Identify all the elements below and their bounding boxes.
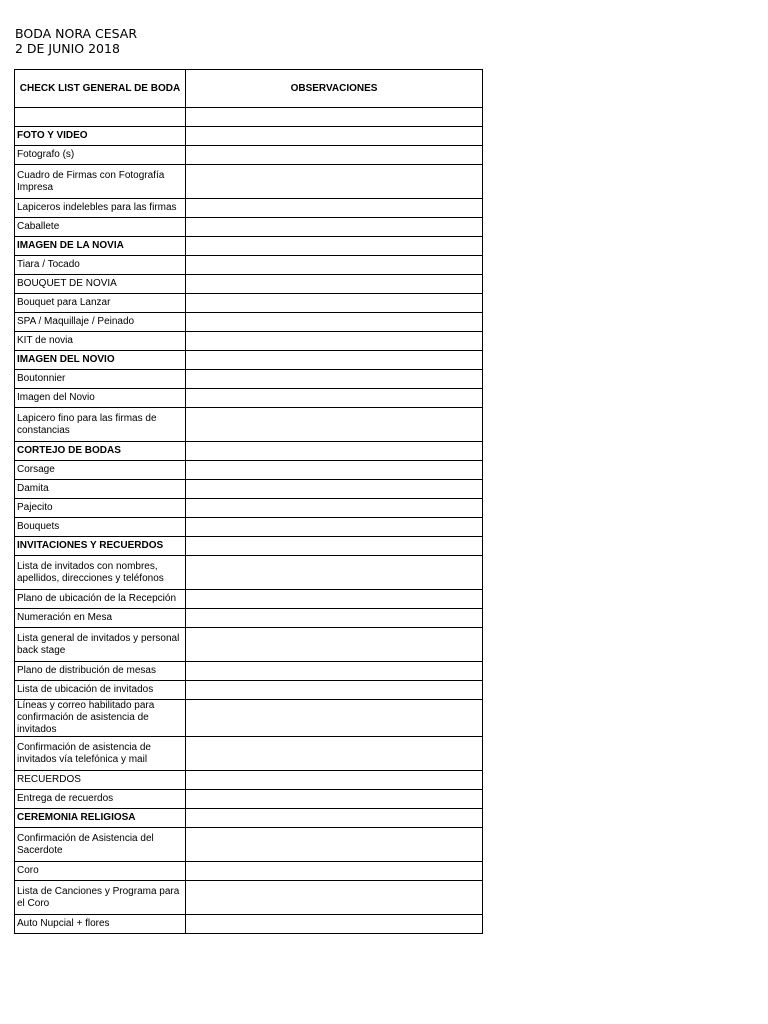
table-row <box>15 408 483 442</box>
observation-cell <box>186 790 483 809</box>
checklist-item: Coro <box>15 862 186 881</box>
document-header <box>15 26 137 56</box>
checklist-item: SPA / Maquillaje / Peinado <box>15 313 186 332</box>
observation-cell <box>186 881 483 915</box>
table-row <box>15 609 483 628</box>
checklist-item: Numeración en Mesa <box>15 609 186 628</box>
checklist-item: Lista de ubicación de invitados <box>15 681 186 700</box>
observation-cell <box>186 351 483 370</box>
checklist-item: Tiara / Tocado <box>15 256 186 275</box>
table-row <box>15 737 483 771</box>
observation-cell <box>186 370 483 389</box>
section-row <box>15 237 483 256</box>
observation-cell <box>186 275 483 294</box>
checklist-table <box>14 69 483 934</box>
checklist-item: Confirmación de asistencia de invitados vía telefónica y mail <box>15 737 186 771</box>
table-row <box>15 370 483 389</box>
checklist-item: Plano de ubicación de la Recepción <box>15 590 186 609</box>
checklist-body <box>15 108 483 934</box>
checklist-item: Cuadro de Firmas con Fotografía Impresa <box>15 165 186 199</box>
table-row <box>15 681 483 700</box>
checklist-item: Líneas y correo habilitado para confirmación de asistencia de invitados <box>15 700 186 737</box>
section-title: FOTO Y VIDEO <box>15 127 186 146</box>
table-row <box>15 499 483 518</box>
checklist-item: Fotografo (s) <box>15 146 186 165</box>
event-date: 2 DE JUNIO 2018 <box>15 41 120 56</box>
table-row <box>15 628 483 662</box>
section-title: CORTEJO DE BODAS <box>15 442 186 461</box>
checklist-item: Bouquet para Lanzar <box>15 294 186 313</box>
observation-cell <box>186 480 483 499</box>
checklist-item: Imagen del Novio <box>15 389 186 408</box>
observation-cell <box>186 915 483 934</box>
table-row <box>15 146 483 165</box>
observation-cell <box>186 700 483 737</box>
observation-cell <box>186 127 483 146</box>
table-row <box>15 700 483 737</box>
observation-cell <box>186 237 483 256</box>
checklist-item: Auto Nupcial + flores <box>15 915 186 934</box>
observation-cell <box>186 609 483 628</box>
checklist-item: Boutonnier <box>15 370 186 389</box>
observation-cell <box>186 828 483 862</box>
column-header-observaciones: OBSERVACIONES <box>186 70 483 108</box>
table-row <box>15 313 483 332</box>
table-row <box>15 275 483 294</box>
observation-cell <box>186 537 483 556</box>
checklist-item: Corsage <box>15 461 186 480</box>
table-row <box>15 199 483 218</box>
table-row <box>15 862 483 881</box>
table-row <box>15 218 483 237</box>
table-row <box>15 461 483 480</box>
observation-cell <box>186 389 483 408</box>
checklist-item: RECUERDOS <box>15 771 186 790</box>
observation-cell <box>186 256 483 275</box>
checklist-item: Lista de invitados con nombres, apellidos, direcciones y teléfonos <box>15 556 186 590</box>
observation-cell <box>186 146 483 165</box>
table-row <box>15 881 483 915</box>
observation-cell <box>186 408 483 442</box>
table-row <box>15 556 483 590</box>
section-row <box>15 809 483 828</box>
section-row <box>15 351 483 370</box>
observation-cell <box>186 218 483 237</box>
table-row <box>15 771 483 790</box>
checklist-item: Confirmación de Asistencia del Sacerdote <box>15 828 186 862</box>
table-row <box>15 662 483 681</box>
table-row <box>15 294 483 313</box>
table-row <box>15 915 483 934</box>
table-row <box>15 828 483 862</box>
observation-cell <box>186 499 483 518</box>
checklist-item: Entrega de recuerdos <box>15 790 186 809</box>
observation-cell <box>186 108 483 127</box>
checklist-item: Lapiceros indelebles para las firmas <box>15 199 186 218</box>
section-title: IMAGEN DE LA NOVIA <box>15 237 186 256</box>
observation-cell <box>186 737 483 771</box>
event-title: BODA NORA CESAR <box>15 26 138 41</box>
table-row <box>15 108 483 127</box>
table-row <box>15 332 483 351</box>
checklist-item: Damita <box>15 480 186 499</box>
checklist-item <box>15 108 186 127</box>
section-title: INVITACIONES Y RECUERDOS <box>15 537 186 556</box>
observation-cell <box>186 771 483 790</box>
checklist-item: Pajecito <box>15 499 186 518</box>
observation-cell <box>186 313 483 332</box>
observation-cell <box>186 518 483 537</box>
observation-cell <box>186 556 483 590</box>
observation-cell <box>186 442 483 461</box>
observation-cell <box>186 862 483 881</box>
observation-cell <box>186 662 483 681</box>
checklist-item: Bouquets <box>15 518 186 537</box>
observation-cell <box>186 628 483 662</box>
table-row <box>15 165 483 199</box>
column-header-checklist: CHECK LIST GENERAL DE BODA <box>15 70 186 108</box>
section-title: CEREMONIA RELIGIOSA <box>15 809 186 828</box>
checklist-item: Plano de distribución de mesas <box>15 662 186 681</box>
checklist-item: BOUQUET DE NOVIA <box>15 275 186 294</box>
observation-cell <box>186 332 483 351</box>
checklist-item: Lapicero fino para las firmas de constancias <box>15 408 186 442</box>
checklist-item: Lista de Canciones y Programa para el Coro <box>15 881 186 915</box>
section-row <box>15 442 483 461</box>
observation-cell <box>186 199 483 218</box>
observation-cell <box>186 165 483 199</box>
observation-cell <box>186 590 483 609</box>
section-title: IMAGEN DEL NOVIO <box>15 351 186 370</box>
observation-cell <box>186 809 483 828</box>
checklist-item: Caballete <box>15 218 186 237</box>
table-row <box>15 256 483 275</box>
section-row <box>15 537 483 556</box>
observation-cell <box>186 461 483 480</box>
table-row <box>15 790 483 809</box>
checklist-item: KIT de novia <box>15 332 186 351</box>
checklist-item: Lista general de invitados y personal back stage <box>15 628 186 662</box>
table-row <box>15 389 483 408</box>
table-header-row <box>15 70 483 108</box>
section-row <box>15 127 483 146</box>
table-row <box>15 590 483 609</box>
table-row <box>15 480 483 499</box>
observation-cell <box>186 681 483 700</box>
table-row <box>15 518 483 537</box>
observation-cell <box>186 294 483 313</box>
